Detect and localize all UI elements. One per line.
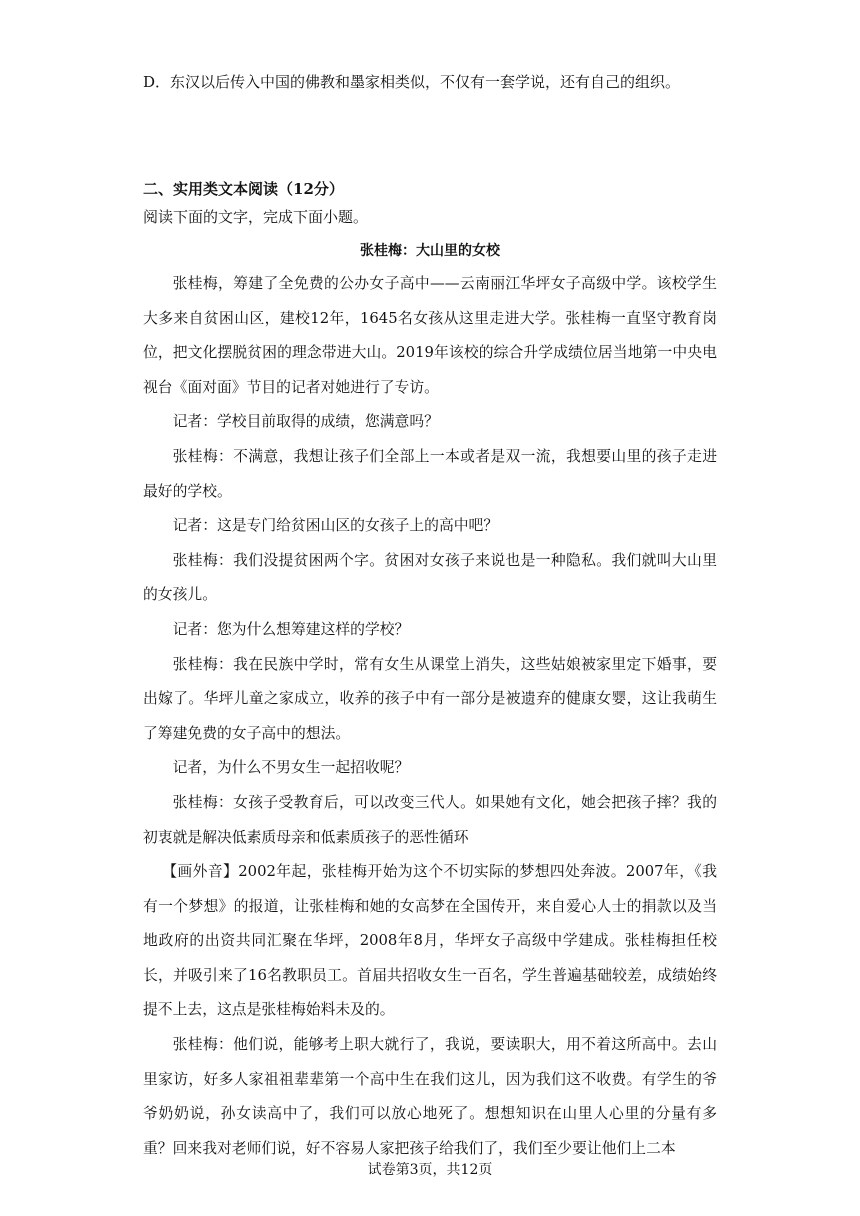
answer-option-d: D．东汉以后传入中国的佛教和墨家相类似，不仅有一套学说，还有自己的组织。 <box>143 73 681 91</box>
article-paragraph: 记者：您为什么想筹建这样的学校？ <box>172 620 410 638</box>
section-title: 二、实用类文本阅读（12分） <box>143 180 344 198</box>
article-title: 张桂梅：大山里的女校 <box>360 243 500 259</box>
article-paragraph: 记者：学校目前取得的成绩，您满意吗？ <box>172 413 439 431</box>
article-paragraph: 张桂梅：不满意，我想让孩子们全部上一本或者是双一流，我想要山里的孩子走进最好的学校。 <box>143 447 717 500</box>
page-footer: 试卷第3页，共12页 <box>367 1162 493 1178</box>
article-paragraph: 记者：这是专门给贫困山区的女孩子上的高中吧？ <box>172 517 499 535</box>
article-paragraph: 张桂梅：我在民族中学时，常有女生从课堂上消失，这些姑娘被家里定下婚事，要出嫁了。华坪儿童之家成立，收养的孩子中有一部分是被遗弃的健康女婴，这让我萌生了筹建免费的女子高中的想法。 <box>143 655 717 742</box>
article-paragraph: 张桂梅：女孩子受教育后，可以改变三代人。如果她有文化，她会把孩子摔？我的初衷就是解决低素质母亲和低素质孩子的恶性循环 <box>143 793 717 846</box>
article-paragraph: 【画外音】2002年起，张桂梅开始为这个不切实际的梦想四处奔波。2007年，《我有一个梦想》的报道，让张桂梅和她的女高梦在全国传开，来自爱心人士的捐款以及当地政府的出资共同汇聚在华坪，2008年8月，华坪女子高级中学建成。张桂梅担任校长，并吸引来了16名教职员工。首届共招收女生一百名，学生普遍基础较差，成绩始终提不上去，这点是张桂梅始料未及的。 <box>143 863 717 1019</box>
article-body <box>143 267 717 1166</box>
reading-instruction: 阅读下面的文字，完成下面小题。 <box>143 208 369 226</box>
article-paragraph: 张桂梅：他们说，能够考上职大就行了，我说，要读职大，用不着这所高中。去山里家访，好多人家祖祖辈辈第一个高中生在我们这儿，因为我们这不收费。有学生的爷爷奶奶说，孙女读高中了，我们可以放心地死了。想想知识在山里人心里的分量有多重？回来我对老师们说，好不容易人家把孩子给我们了，我们至少要让他们上二本 <box>143 1036 717 1157</box>
article-paragraph: 张桂梅：我们没提贫困两个字。贫困对女孩子来说也是一种隐私。我们就叫大山里的女孩儿。 <box>143 551 717 604</box>
article-paragraph: 张桂梅，筹建了全免费的公办女子高中——云南丽江华坪女子高级中学。该校学生大多来自贫困山区，建校12年，1645名女孩从这里走进大学。张桂梅一直坚守教育岗位，把文化摆脱贫困的理念带进大山。2019年该校的综合升学成绩位居当地第一中央电视台《面对面》节目的记者对她进行了专访。 <box>143 275 717 396</box>
article-paragraph: 记者，为什么不男女生一起招收呢？ <box>172 759 410 777</box>
